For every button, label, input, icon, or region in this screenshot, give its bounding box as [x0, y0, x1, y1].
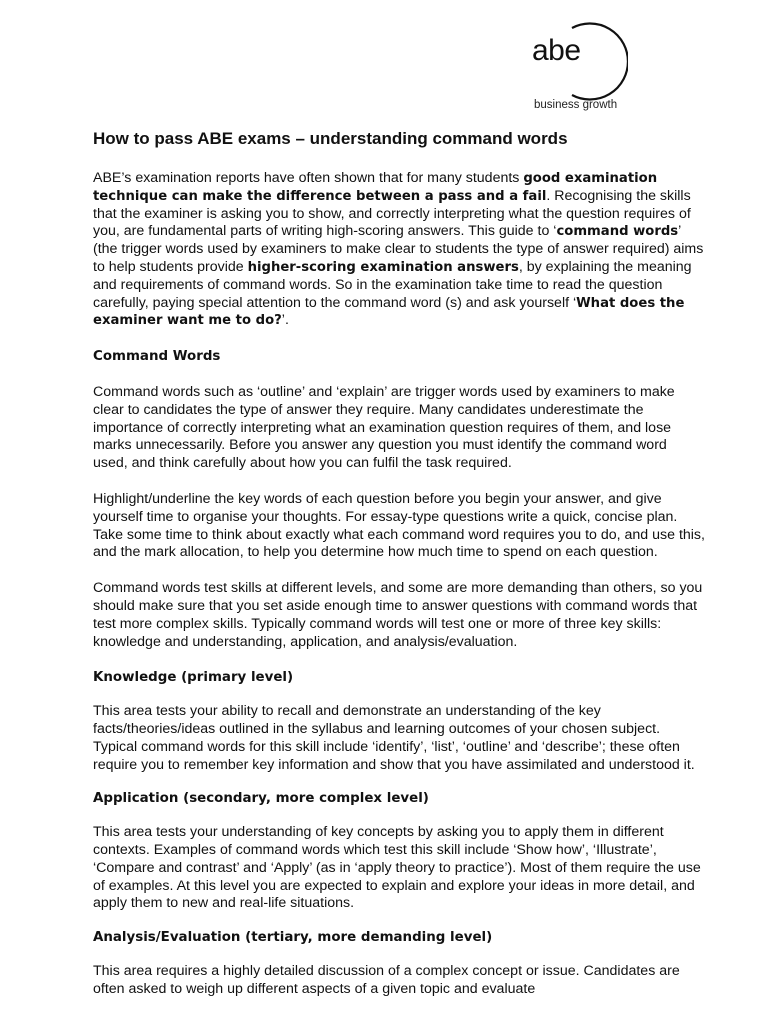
intro-text-3: ’ (the trigger words used by examiners to make clear to students the type of answer required) aims to help students provide	[93, 223, 704, 275]
intro-paragraph	[93, 170, 705, 330]
analysis-text: This area requires a highly detailed discussion of a complex concept or issue. Candidates are often asked to weigh up different aspects of a given topic and evaluate	[93, 962, 680, 997]
intro-text-5: ’.	[281, 312, 289, 329]
application-text: This area tests your understanding of key concepts by asking you to apply them in different contexts. Examples of command words which test this skill include ‘Show how’, ‘Illustrate’, ‘Compare and contrast’ and ‘Apply’ (as in ‘apply theory to practice’). Most of them require the use of examples. At this level you are expected to explain and explore your ideas in more detail, and apply them to new and real-life situations.	[93, 824, 701, 912]
application-section	[93, 790, 705, 913]
page-title: How to pass ABE exams – understanding command words	[93, 129, 568, 148]
abe-logo	[528, 22, 628, 118]
knowledge-text: This area tests your ability to recall and demonstrate an understanding of the key facts/theories/ideas outlined in the syllabus and learning outcomes of your chosen subject. Typical command words for this skill include ‘identify’, ‘list’, ‘outline’ and ‘describe’; these often require you to remember key information and show that you have assimilated and understood it.	[93, 703, 695, 773]
intro-bold-3: higher-scoring examination answers	[247, 259, 519, 275]
intro-bold-1: good examination technique can make the difference between a pass and a fail	[93, 171, 658, 204]
analysis-section	[93, 929, 705, 998]
command-words-heading: Command Words	[93, 349, 221, 365]
knowledge-section	[93, 669, 705, 774]
logo-wordmark: abe	[532, 34, 581, 67]
command-words-paragraph-3: Command words test skills at different levels, and some are more demanding than others, so you should make sure that you set aside enough time to answer questions with command words that test more complex skills. Typically command words will test one or more of three key skills: knowledge and understanding, application, and analysis/evaluation.	[93, 580, 703, 650]
knowledge-heading: Knowledge (primary level)	[93, 670, 294, 686]
intro-bold-4: What does the examiner want me to do?	[93, 295, 685, 329]
analysis-heading: Analysis/Evaluation (tertiary, more demanding level)	[93, 930, 493, 946]
application-heading: Application (secondary, more complex level)	[93, 791, 429, 807]
intro-bold-2: command words	[556, 224, 679, 240]
intro-text-1: ABE’s examination reports have often shown that for many students	[93, 170, 524, 186]
command-words-paragraph-2: Highlight/underline the key words of each question before you begin your answer, and give yourself time to organise your thoughts. For essay-type questions write a quick, concise plan. Take some time to think about exactly what each command word requires you to do, and use this, and the mark allocation, to help you determine how much time to spend on each question.	[93, 490, 705, 561]
document-body	[93, 128, 705, 1014]
logo-tagline: business growth	[534, 99, 618, 111]
intro-text-4: , by explaining the meaning and requirements of command words. So in the examination take time to read the question carefully, paying special attention to the command word (s) and ask yourself ‘	[93, 258, 692, 311]
command-words-paragraph-1: Command words such as ‘outline’ and ‘explain’ are trigger words used by examiners to make clear to candidates the type of answer they require. Many candidates underestimate the importance of correctly interpreting what an examination question requires of them, and lose marks unnecessarily. Before you answer any question you must identify the command word used, and think carefully about how you can fulfil the task required.	[93, 383, 675, 472]
intro-text-2: . Recognising the skills that the examiner is asking you to show, and correctly interpreting what the question requires of you, are fundamental parts of writing high-scoring answers. This guide to ‘	[93, 187, 691, 240]
